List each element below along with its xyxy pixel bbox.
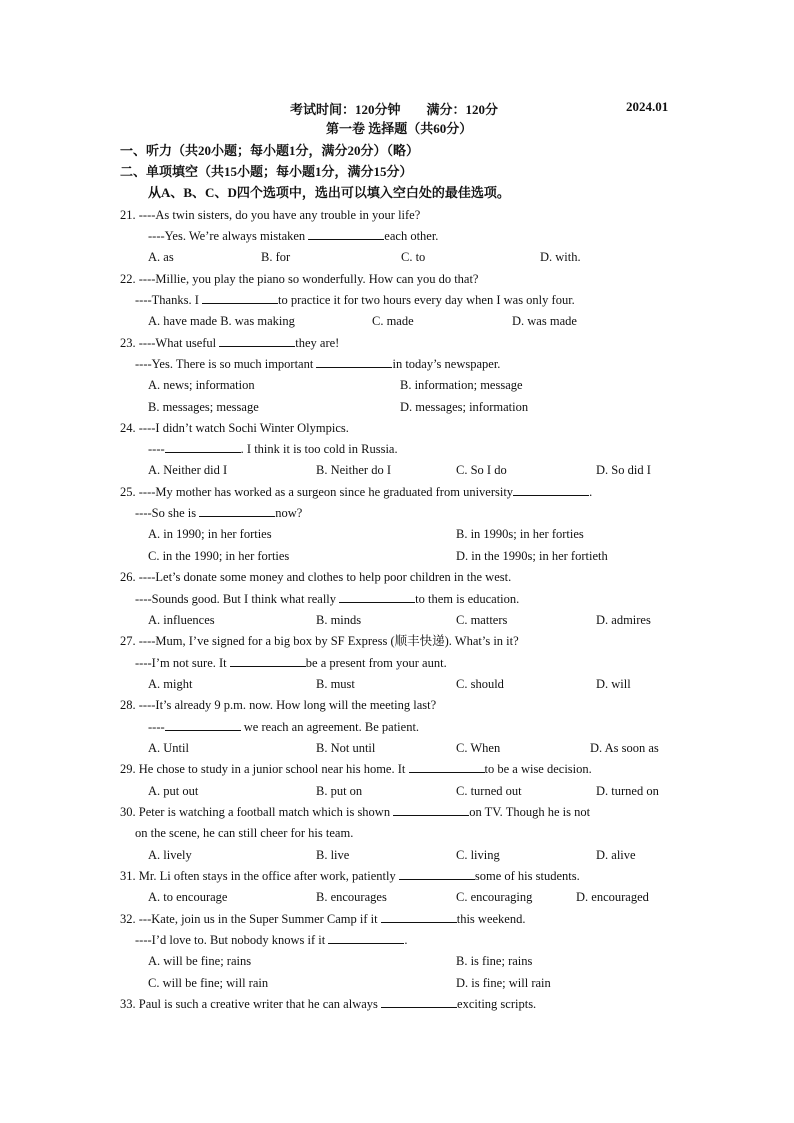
option-b: B. Neither do I [316,463,391,477]
question-stem: 25. ----My mother has worked as a surgeon since he graduated from university . [120,482,592,502]
option-a: A. might [148,677,193,691]
option-d: D. As soon as [590,741,659,755]
option-a: A. to encourage [148,890,228,904]
answer-blank [199,503,275,517]
answer-blank [202,290,278,304]
option-b: B. must [316,677,355,691]
question-stem: 21. ----As twin sisters, do you have any trouble in your life? [120,208,421,222]
question-stem: 24. ----I didn’t watch Sochi Winter Olympics. [120,421,349,435]
option-d: D. alive [596,848,636,862]
option-d: D. messages; information [400,400,529,414]
option-b: B. information; message [400,378,523,392]
question-stem: 32. ---Kate, join us in the Super Summer Camp if it this weekend. [120,909,525,929]
option-c: C. matters [456,613,508,627]
option-d: D. in the 1990s; in her fortieth [456,549,608,563]
answer-blank [393,802,469,816]
answer-blank [328,930,404,944]
question-stem: 22. ----Millie, you play the piano so wonderfully. How can you do that? [120,272,479,286]
option-d: D. So did I [596,463,651,477]
answer-blank [399,866,475,880]
question-stem: ----Yes. There is so much important in today’s newspaper. [135,354,500,374]
option-c: C. made [372,314,414,328]
option-a: A. lively [148,848,192,862]
question-stem: ---- we reach an agreement. Be patient. [148,717,419,737]
option-c: C. should [456,677,504,691]
question-stem: 23. ----What useful they are! [120,333,339,353]
instruction: 从A、B、C、D四个选项中，选出可以填入空白处的最佳选项。 [148,185,510,200]
question-stem: ----Yes. We’re always mistaken each other. [148,226,438,246]
answer-blank [316,354,392,368]
question-stem: 27. ----Mum, I’ve signed for a big box by SF Express (顺丰快递). What’s in it? [120,634,519,648]
option-a: A. Until [148,741,189,755]
answer-blank [165,439,241,453]
option-b: B. encourages [316,890,387,904]
exam-meta: 考试时间：120分钟 满分：120分 [290,102,499,117]
question-stem: on the scene, he can still cheer for his team. [135,826,354,840]
option-b: B. minds [316,613,362,627]
option-c: C. living [456,848,500,862]
option-c: C. to [401,250,426,264]
section-listening: 一、听力（共20小题；每小题1分，满分20分）（略） [120,143,420,158]
option-ab: A. have made B. was making [148,314,295,328]
option-b: B. put on [316,784,363,798]
question-stem: ----Sounds good. But I think what really to them is education. [135,589,519,609]
answer-blank [219,333,295,347]
option-a: A. influences [148,613,215,627]
answer-blank [230,653,306,667]
option-a: A. put out [148,784,199,798]
exam-date: 2024.01 [626,99,669,114]
option-a: A. Neither did I [148,463,228,477]
question-stem: 29. He chose to study in a junior school near his home. It to be a wise decision. [120,759,592,779]
question-stem: 28. ----It’s already 9 p.m. now. How long will the meeting last? [120,698,437,712]
option-d: D. will [596,677,631,691]
option-a: A. news; information [148,378,255,392]
exam-header [0,99,794,117]
question-stem: ---- . I think it is too cold in Russia. [148,439,398,459]
option-c: C. in the 1990; in her forties [148,549,290,563]
option-a: A. as [148,250,174,264]
option-d: D. admires [596,613,651,627]
answer-blank [165,717,241,731]
question-stem: ----So she is now? [135,503,302,523]
option-d: D. turned on [596,784,659,798]
option-b: B. live [316,848,350,862]
option-b: B. for [261,250,291,264]
option-a: A. will be fine; rains [148,954,252,968]
question-stem: ----Thanks. I to practice it for two hours every day when I was only four. [135,290,575,310]
option-c: C. will be fine; will rain [148,976,269,990]
option-b: B. in 1990s; in her forties [456,527,584,541]
answer-blank [381,909,457,923]
answer-blank [381,994,457,1008]
answer-blank [513,482,589,496]
option-a: A. in 1990; in her forties [148,527,272,541]
option-c: C. encouraging [456,890,533,904]
section-single-choice: 二、单项填空（共15小题；每小题1分，满分15分） [120,164,413,179]
option-d: D. was made [512,314,577,328]
answer-blank [409,759,485,773]
option-b: B. Not until [316,741,376,755]
option-c: C. So I do [456,463,507,477]
option-d: D. is fine; will rain [456,976,551,990]
question-stem: 30. Peter is watching a football match which is shown on TV. Though he is not [120,802,590,822]
question-stem: ----I’d love to. But nobody knows if it . [135,930,408,950]
option-d: D. with. [540,250,581,264]
answer-blank [308,226,384,240]
answer-blank [339,589,415,603]
option-b: B. is fine; rains [456,954,533,968]
part-title: 第一卷 选择题（共60分） [326,121,473,136]
question-stem: 31. Mr. Li often stays in the office after work, patiently some of his students. [120,866,580,886]
option-c: C. When [456,741,501,755]
option-c: C. turned out [456,784,522,798]
option-d: D. encouraged [576,890,649,904]
question-stem: 26. ----Let’s donate some money and clothes to help poor children in the west. [120,570,512,584]
option-b: B. messages; message [148,400,259,414]
question-stem: 33. Paul is such a creative writer that he can always exciting scripts. [120,994,536,1014]
question-stem: ----I’m not sure. It be a present from your aunt. [135,653,447,673]
